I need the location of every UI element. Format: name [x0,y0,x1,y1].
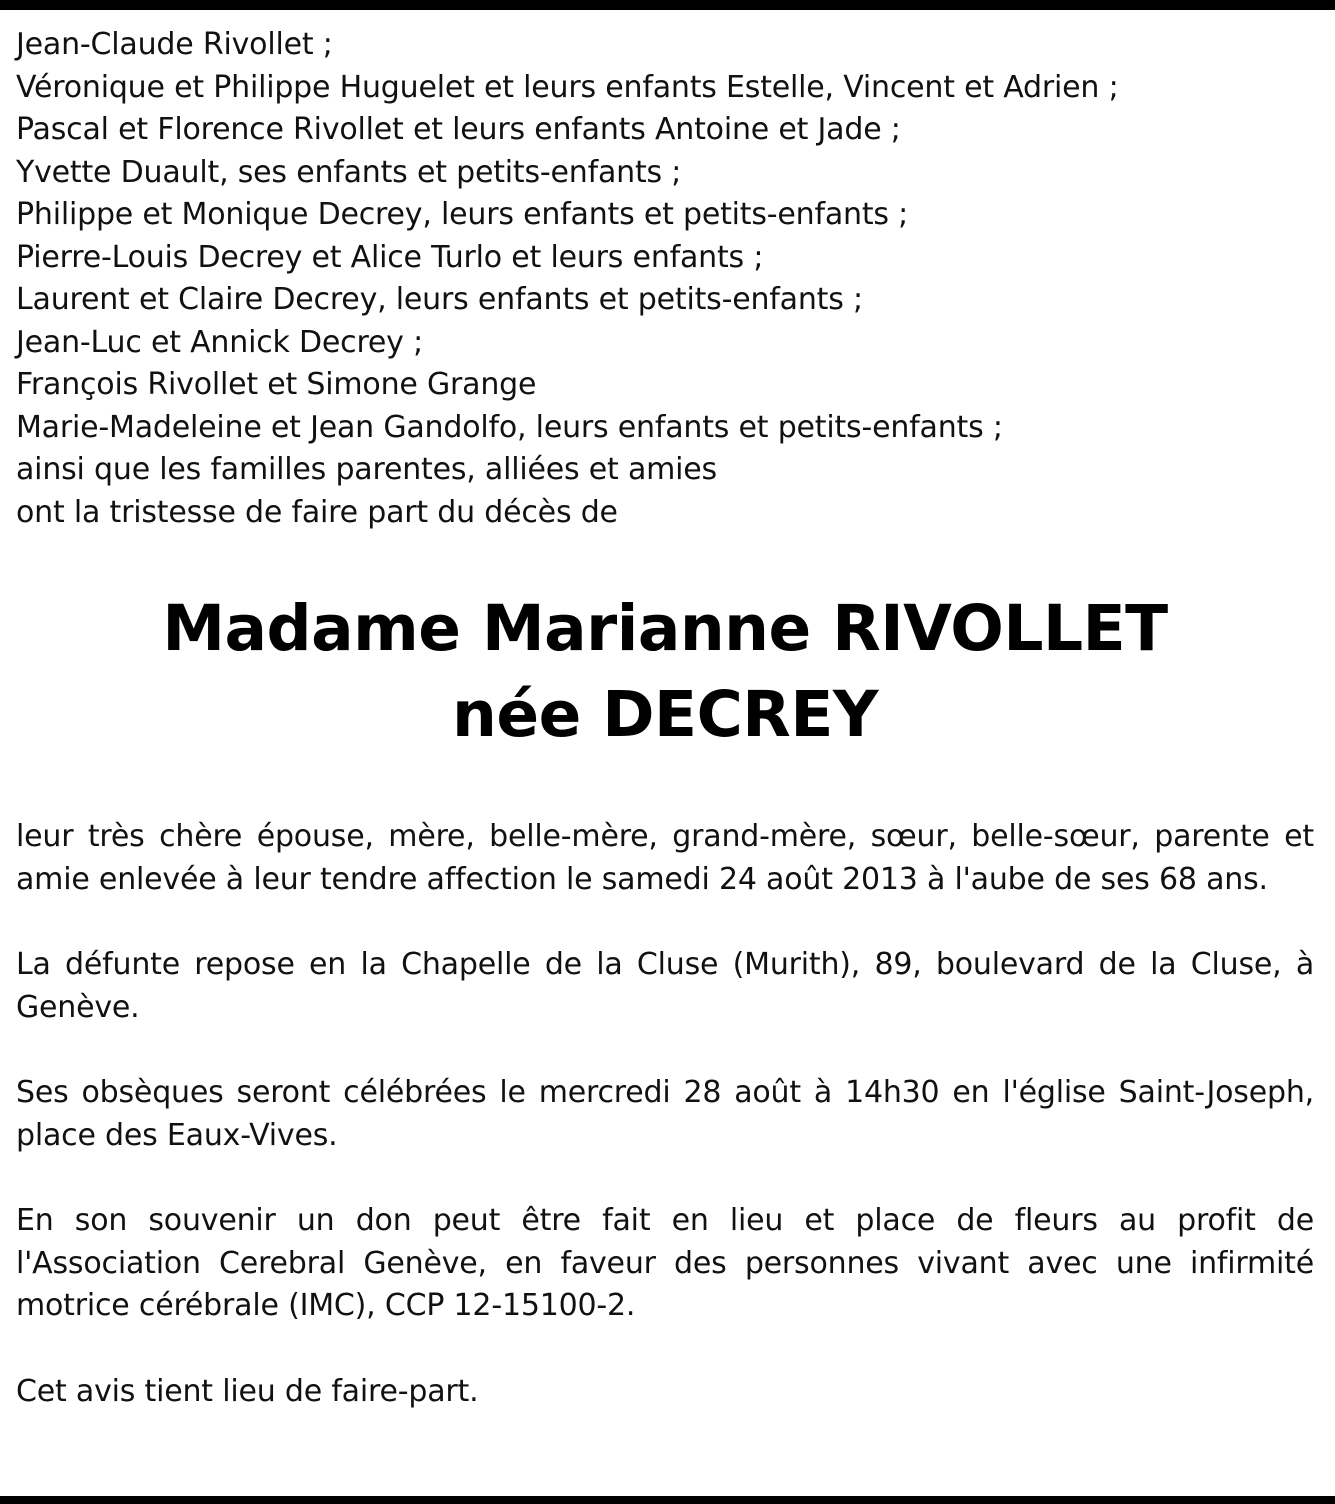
family-list [16,24,1314,492]
family-line: Laurent et Claire Decrey, leurs enfants et petits-enfants ; [16,282,863,317]
family-line: Jean-Claude Rivollet ; [16,27,333,62]
family-line: Yvette Duault, ses enfants et petits-enfants ; [16,154,682,190]
family-line: François Rivollet et Simone Grange [16,367,537,402]
notice-paragraph: Cet avis tient lieu de faire-part. [16,1373,479,1409]
top-border-rule [0,0,1335,10]
obituary-notice [16,24,1314,1413]
deceased-maiden-name: née DECREY [452,678,878,751]
family-line: Philippe et Monique Decrey, leurs enfants et petits-enfants ; [16,197,909,232]
deceased-name: Madame Marianne RIVOLLET [162,592,1168,665]
funeral-paragraph: Ses obsèques seront célébrées le mercredi 28 août à 14h30 en l'église Saint-Joseph, place des Eaux-Vives. [16,1075,1314,1153]
bottom-border-rule [0,1496,1335,1504]
deceased-name-block [16,586,1314,758]
family-line: Marie-Madeleine et Jean Gandolfo, leurs enfants et petits-enfants ; [16,409,1003,445]
rest-location-paragraph: La défunte repose en la Chapelle de la Cluse (Murith), 89, boulevard de la Cluse, à Genève. [16,947,1314,1025]
donation-paragraph: En son souvenir un don peut être fait en lieu et place de fleurs au profit de l'Association Cerebral Genève, en faveur des personnes vivant avec une infirmité motrice cérébrale (IMC), CCP 12-15100-2. [16,1203,1314,1323]
relationship-paragraph: leur très chère épouse, mère, belle-mère, grand-mère, sœur, belle-sœur, parente et amie enlevée à leur tendre affection le samedi 24 août 2013 à l'aube de ses 68 ans. [16,819,1314,897]
family-line: ainsi que les familles parentes, alliées et amies [16,452,717,487]
family-line: Pierre-Louis Decrey et Alice Turlo et leurs enfants ; [16,239,764,275]
family-line: Jean-Luc et Annick Decrey ; [16,324,423,360]
family-line: Véronique et Philippe Huguelet et leurs enfants Estelle, Vincent et Adrien ; [16,69,1119,105]
family-line: Pascal et Florence Rivollet et leurs enfants Antoine et Jade ; [16,112,901,147]
announcement-intro: ont la tristesse de faire part du décès de [16,494,618,530]
